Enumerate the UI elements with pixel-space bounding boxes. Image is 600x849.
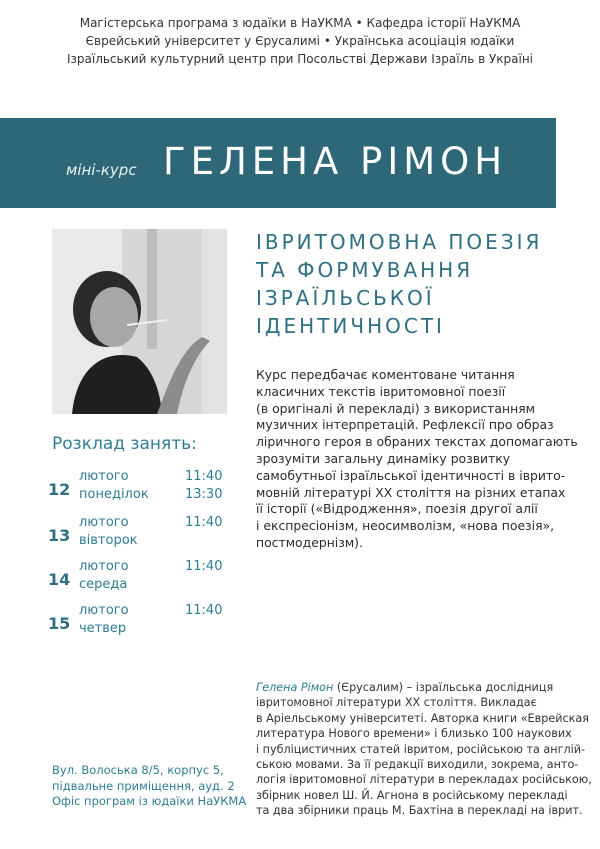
bio-line: в Аріельському університеті. Авторка книги «Еврейская [256,711,589,725]
description-line: і експресіонізм, неосимволізм, «нова поезія», [256,518,555,534]
portrait-image [52,229,227,414]
title-line: ІДЕНТИЧНОСТІ [256,314,445,338]
bio-line: литература Нового времени» і близько 100 наукових [256,727,572,741]
header-line: Ізраїльський культурний центр при Посольстві Держави Ізраїль в Україні [66,52,534,66]
organizers-header [0,14,600,68]
description-line: музичних інтерпретацій. Рефлексії про образ [256,417,554,433]
title-line: ІВРИТОМОВНА ПОЕЗІЯ [256,230,543,254]
venue-address [52,763,246,810]
bio-line: логія івритомовної літератури в перекладах російською, [256,773,592,787]
address-line: Офіс програм із юдаїки НаУКМА [52,794,247,809]
schedule-day: 13 [48,526,71,545]
schedule-row [48,558,238,598]
course-description [256,367,586,552]
schedule-time: 11:40 [185,469,223,484]
schedule-weekday: вівторок [79,533,138,548]
bio-line: збірник новел Ш. Й. Агнона в російському перекладі [256,788,568,802]
address-line: Вул. Волоська 8/5, корпус 5, [52,763,224,777]
description-line: її історії («Відродження», поезія другої алії [256,501,538,517]
address-line: підвальне приміщення, ауд. 2 [52,778,235,793]
description-line: самобутньої ізраїльської ідентичності в іврито- [256,467,566,483]
schedule-month: лютого [79,469,129,484]
schedule-month: лютого [79,559,129,574]
bio-line: і публіцистичних статей івритом, російською та англій- [256,742,586,756]
bio-name: Гелена Рімон [256,681,334,694]
description-line: (в оригіналі й перекладі) з використанням [256,400,535,416]
description-line: ліричного героя в обраних текстах допомагають [256,434,578,450]
course-title [256,228,542,340]
bio-line: та два збірники праць М. Бахтіна в перекладі на іврит. [256,804,583,818]
schedule-day: 14 [48,570,71,589]
schedule-weekday: четвер [79,621,127,636]
schedule-time: 13:30 [185,487,223,502]
schedule-month: лютого [79,603,129,618]
schedule-time: 11:40 [185,603,223,618]
lecturer-name: ГЕЛЕНА РІМОН [163,140,508,183]
lecturer-photo [52,229,227,414]
description-line: класичних текстів івритомовної поезії [256,383,506,399]
schedule-time: 11:40 [185,515,223,530]
schedule-title: Розклад занять: [52,434,197,454]
title-line: ІЗРАЇЛЬСЬКОЇ [256,286,435,310]
schedule-month: лютого [79,515,129,530]
bio-line: (Єрусалим) – ізраїльська дослідниця [333,681,554,694]
description-line: зрозуміти загальну динаміку розвитку [256,450,511,466]
description-line: постмодернізм). [256,534,363,550]
schedule-day: 12 [48,480,71,499]
bio-line: івритомовної літератури XX століття. Викладає [256,696,537,710]
schedule-row [48,468,238,508]
description-line: мовній літературі XX століття на різних етапах [256,484,566,500]
title-line: ТА ФОРМУВАННЯ [256,258,474,282]
header-line: Магістерська програма з юдаїки в НаУКМА • Кафедра історії НаУКМА [79,16,521,30]
lecturer-bio [256,680,592,819]
course-type-label: міні-курс [66,161,137,179]
schedule-row [48,514,238,554]
description-line: Курс передбачає коментоване читання [256,367,515,382]
title-banner [0,118,556,208]
bio-line: ською мовами. За її редакції виходили, зокрема, анто- [256,758,579,772]
schedule-day: 15 [48,614,71,633]
schedule-time: 11:40 [185,559,223,574]
schedule-row [48,602,238,642]
schedule-weekday: понеділок [79,487,149,502]
schedule-weekday: середа [79,577,128,592]
header-line: Єврейський університет у Єрусалимі • Українська асоціація юдаїки [85,34,515,48]
